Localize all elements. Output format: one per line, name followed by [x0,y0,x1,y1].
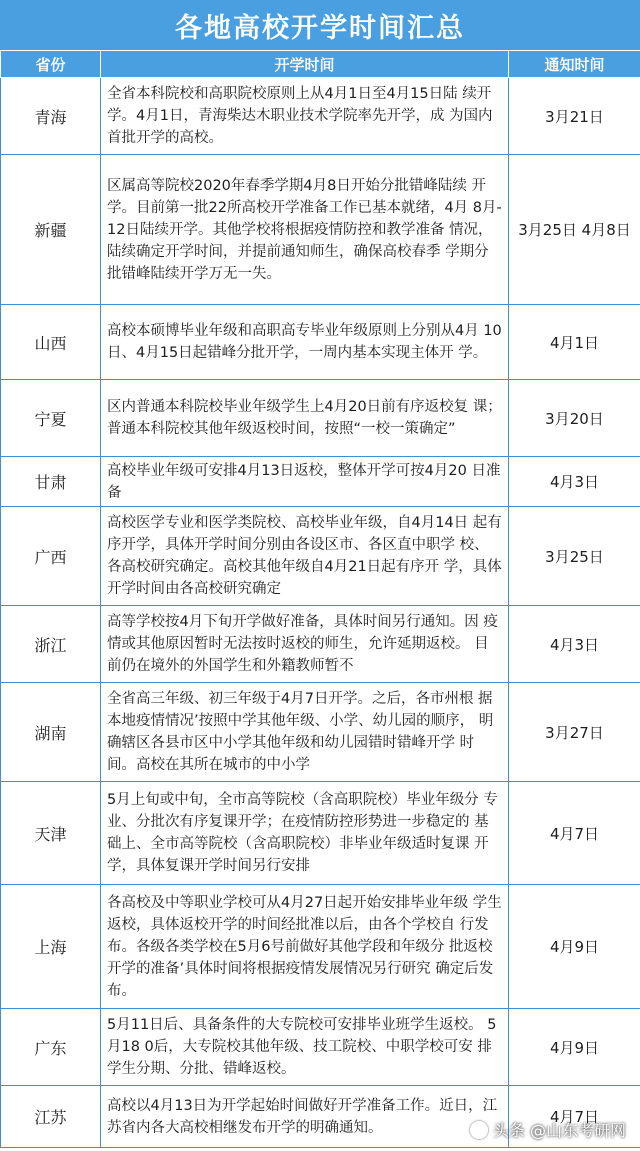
time-cell-text: 高等学校按4月下旬开学做好准备，具体时间另行通知。因 疫情或其他原因暂时无法按时返校的师生，允许延期返校。 目前仍在境外的外国学生和外籍教师暂不 [107,614,498,674]
province-cell: 天津 [1,782,101,885]
table-row [1,782,640,885]
time-cell: 高校本硕博毕业年级和高职高专毕业年级原则上分别从4月 10日、4月15日起错峰分批开学，一周内基本实现主体开 学。 [101,305,509,380]
notice-date-cell: 4月1日 [509,305,640,380]
province-cell: 广西 [1,507,101,606]
table-row [1,457,640,507]
notice-date-cell: 3月25日 [509,507,640,606]
notice-date-cell: 4月3日 [509,457,640,507]
time-cell-text: 全省高三年级、初三年级于4月7日开学。之后，各市州根 据本地疫情情况’按照中学其他年级、小学、幼儿园的顺序， 明确辖区各县市区中小学其他年级和幼儿园错时错峰开学 时间。高校在其所在城市的中小学 [107,691,494,773]
province-cell: 湖南 [1,683,101,782]
time-cell: 高校毕业年级可安排4月13日返校，整体开学可按4月20 日准备 [101,457,509,507]
notice-date-cell: 4月9日 [509,1009,640,1086]
table-row [1,155,640,305]
header-province: 省份 [1,51,101,78]
time-cell [101,606,509,683]
schedule-table [0,50,640,1148]
time-cell: 高校医学专业和医学类院校、高校毕业年级，自4月14日 起有序开学，具体开学时间分别由各设区市、各区直中职学 校、各高校研究确定。高校其他年级自4月21日起有序开 学，具体开学时间由各高校研究确定 [101,507,509,606]
toutiao-logo-icon [470,1121,488,1139]
notice-date-cell: 4月3日 [509,606,640,683]
header-notice: 通知时间 [509,51,640,78]
province-cell: 江苏 [1,1086,101,1148]
watermark-text: 头条 @山东考研网 [492,1121,626,1140]
time-cell: 区属高等院校2020年春季学期4月8日开始分批错峰陆续 开学。目前第一批22所高校开学准备工作已基本就绪，4月 8月-12日陆续开学。其他学校将根据疫情防控和教学准备 情况，陆续确定开学时间，并提前通知师生，确保高校春季 学期分批错峰陆续开学万无一失。 [101,155,509,305]
province-cell: 广东 [1,1009,101,1086]
time-cell: 5月11日后、具备条件的大专院校可安排毕业班学生返校。 5月18 0后，大专院校其他年级、技工院校、中职学校可安 排学生分期、分批、错峰返校。 [101,1009,509,1086]
province-cell: 山西 [1,305,101,380]
table-row [1,305,640,380]
notice-date-cell: 4月7日 [509,782,640,885]
table-row [1,78,640,155]
notice-date-cell: 3月27日 [509,683,640,782]
notice-date-cell: 3月21日 [509,78,640,155]
table-row [1,1009,640,1086]
notice-date-cell: 4月9日 [509,885,640,1009]
table-row [1,380,640,457]
notice-date-cell: 3月20日 [509,380,640,457]
table-row [1,606,640,683]
table-row [1,885,640,1009]
page-title: 各地高校开学时间汇总 [0,0,640,50]
notice-date-cell: 4月7日 [509,1086,640,1148]
table-header-row [1,51,640,78]
time-cell: 各高校及中等职业学校可从4月27日起开始安排毕业年级 学生返校，具体返校开学的时间经批准以后，由各个学校自 行发布。各级各类学校在5月6号前做好其他学段和年级分 批返校开学的准备’具体时间将根据疫情发展情况另行研究 确定后发布。 [101,885,509,1009]
table-row [1,683,640,782]
province-cell: 青海 [1,78,101,155]
time-cell: 5月上旬或中旬，全市高等院校（含高职院校）毕业年级分 专业、分批次有序复课开学；在疫情防控形势进一步稳定的 基础上、全市高等院校（含高职院校）非毕业年级适时复课 开学，具体复课开学时间另行安排 [101,782,509,885]
table-row [1,507,640,606]
province-cell: 甘肃 [1,457,101,507]
province-cell: 上海 [1,885,101,1009]
time-cell: 高校以4月13日为开学起始时间做好开学准备工作。近日，江苏省内各大高校相继发布开学的明确通知。 [101,1086,509,1148]
time-cell: 区内普通本科院校毕业年级学生上4月20日前有序返校复 课；普通本科院校其他年级返校时间，按照“一校一策确定” [101,380,509,457]
notice-date-cell: 3月25日 4月8日 [509,155,640,305]
header-time: 开学时间 [101,51,509,78]
watermark [470,1118,626,1141]
province-cell: 浙江 [1,606,101,683]
province-cell: 新疆 [1,155,101,305]
time-cell: 全省本科院校和高职院校原则上从4月1日至4月15日陆 续开学。4月1日，青海柴达木职业技术学院率先开学，成 为国内首批开学的高校。 [101,78,509,155]
province-cell: 宁夏 [1,380,101,457]
time-cell [101,683,509,782]
